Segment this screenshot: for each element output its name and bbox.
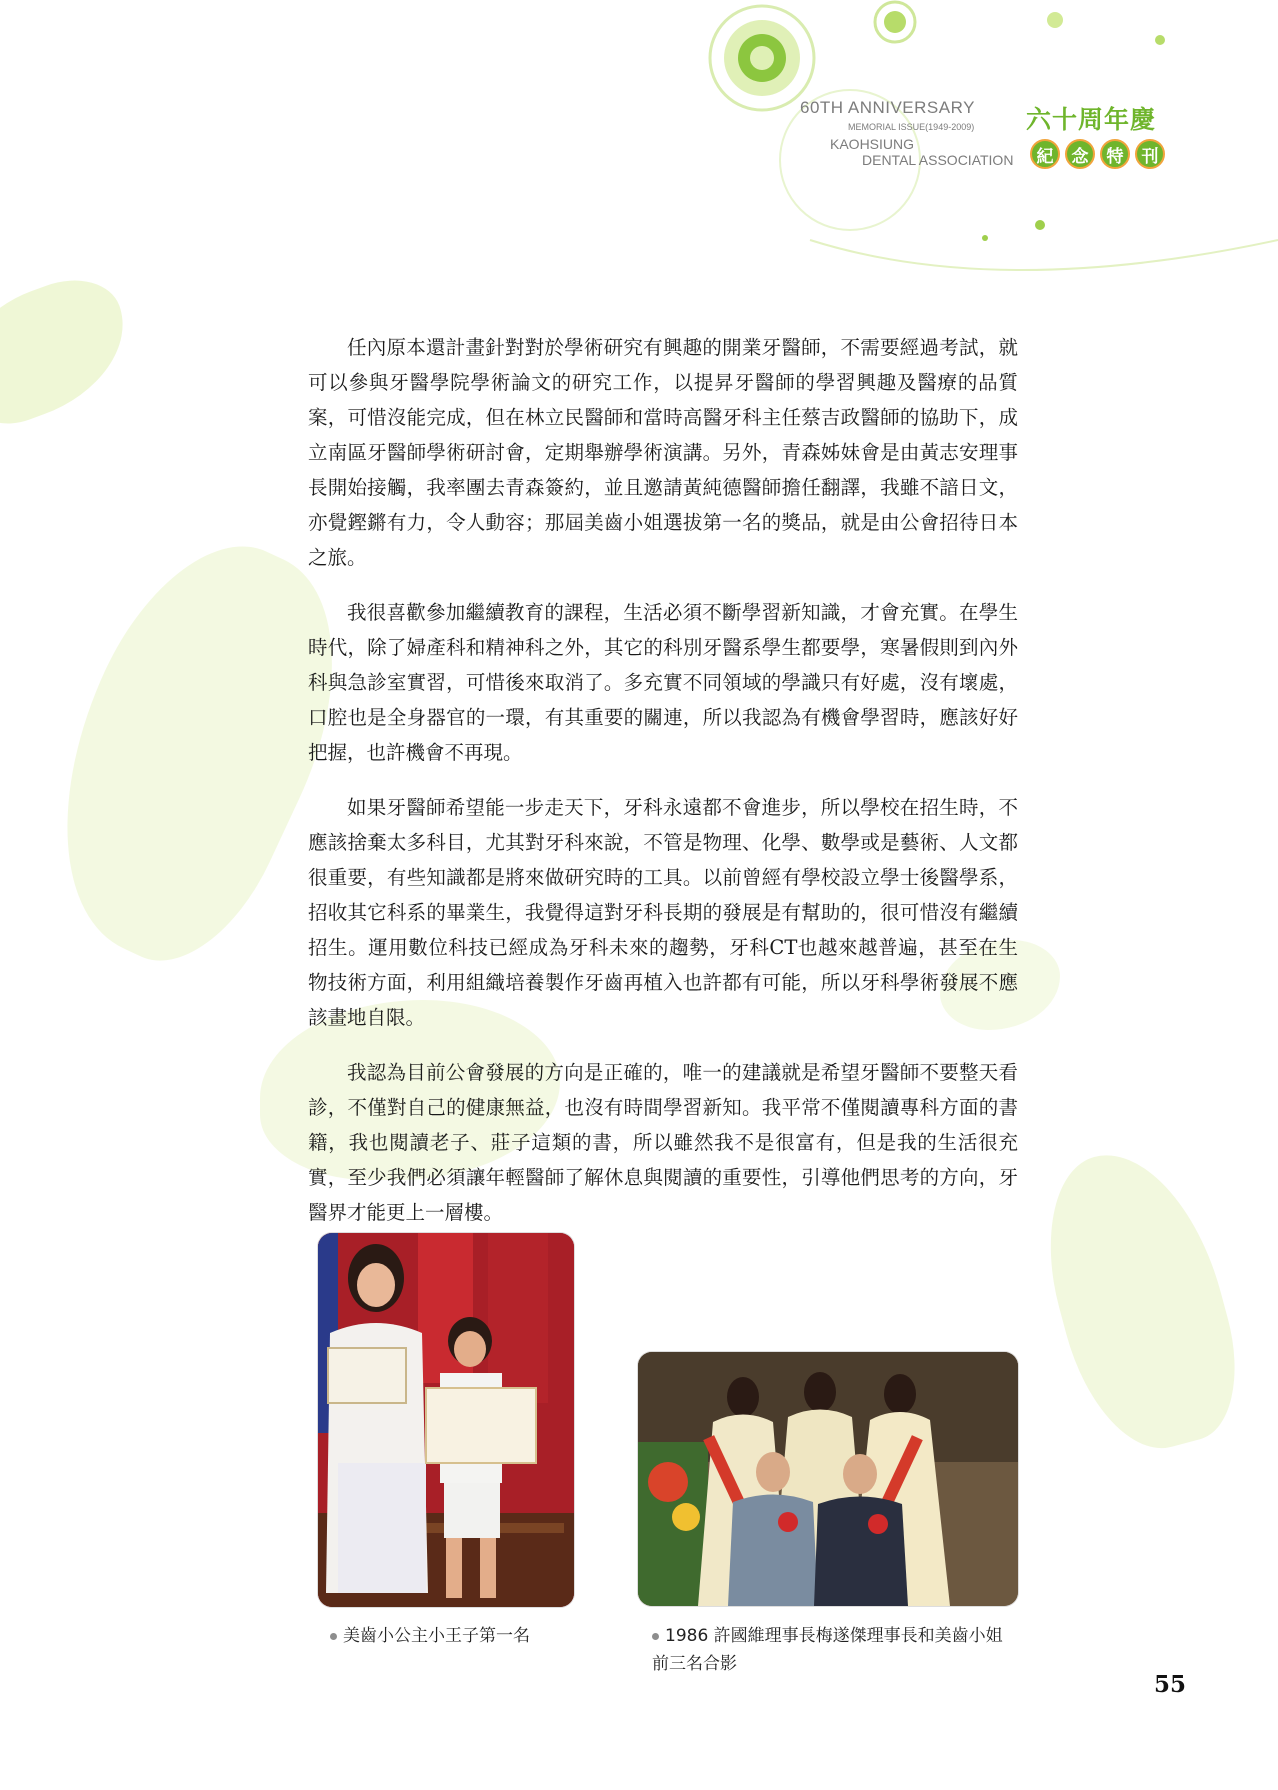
article-paragraph: 我很喜歡參加繼續教育的課程，生活必須不斷學習新知識，才會充實。在學生時代，除了婦產科和精神科之外，其它的科別牙醫系學生都要學，寒暑假則到內外科與急診室實習，可惜後來取消了。多充實不同領域的學識只有好處，沒有壞處，口腔也是全身器官的一環，有其重要的關連，所以我認為有機會學習時，應該好好把握，也許機會不再現。 xyxy=(308,601,1018,764)
caption-bullet-icon xyxy=(652,1633,659,1640)
header-badge: 紀 xyxy=(1030,139,1060,169)
header-badges xyxy=(1030,139,1165,169)
background-leaf xyxy=(0,265,145,436)
article-paragraph: 我認為目前公會發展的方向是正確的，唯一的建議就是希望牙醫師不要整天看診，不僅對自己的健康無益，也沒有時間學習新知。我平常不僅閱讀專科方面的書籍，我也閱讀老子、莊子這類的書，所以雖然我不是很富有，但是我的生活很充實，至少我們必須讓年輕醫師了解休息與閱讀的重要性，引導他們思考的方向，牙醫界才能更上一層樓。 xyxy=(308,1061,1018,1224)
photo2-caption-text: 1986 許國維理事長梅遂傑理事長和美齒小姐前三名合影 xyxy=(652,1626,1003,1674)
photo-group-pageant xyxy=(638,1352,1018,1606)
photo1-caption xyxy=(330,1622,590,1650)
header-english-subtitle: MEMORIAL ISSUE(1949-2009) xyxy=(848,122,975,132)
header-english-association: DENTAL ASSOCIATION xyxy=(862,152,1014,168)
header-english-title: 60TH ANNIVERSARY xyxy=(800,98,975,117)
header-badge: 特 xyxy=(1100,139,1130,169)
article-body xyxy=(308,330,1018,1250)
photo-children-award xyxy=(318,1233,574,1607)
header-chinese-title: 六十周年慶 xyxy=(1026,105,1157,134)
photo1-caption-text: 美齒小公主小王子第一名 xyxy=(343,1626,530,1646)
article-paragraph: 任內原本還計畫針對對於學術研究有興趣的開業牙醫師，不需要經過考試，就可以參與牙醫學院學術論文的研究工作，以提昇牙醫師的學習興趣及醫療的品質案，可惜沒能完成，但在林立民醫師和當時高醫牙科主任蔡吉政醫師的協助下，成立南區牙醫師學術研討會，定期舉辦學術演講。另外，青森姊妹會是由黃志安理事長開始接觸，我率團去青森簽約，並且邀請黃純德醫師擔任翻譯，我雖不諳日文，亦覺鏗鏘有力，令人動容；那屆美齒小姐選拔第一名的獎品，就是由公會招待日本之旅。 xyxy=(308,336,1018,569)
header-badge: 刊 xyxy=(1135,139,1165,169)
caption-bullet-icon xyxy=(330,1633,337,1640)
background-leaf xyxy=(1024,1134,1256,1465)
photo2-caption xyxy=(652,1622,1012,1678)
page-number: 55 xyxy=(1154,1671,1187,1698)
article-paragraph: 如果牙醫師希望能一步走天下，牙科永遠都不會進步，所以學校在招生時，不應該捨棄太多科目，尤其對牙科來說，不管是物理、化學、數學或是藝術、人文都很重要，有些知識都是將來做研究時的工具。以前曾經有學校設立學士後醫學系，招收其它科系的畢業生，我覺得這對牙科長期的發展是有幫助的，很可惜沒有繼續招生。運用數位科技已經成為牙科未來的趨勢，牙科CT也越來越普遍，甚至在生物技術方面，利用組織培養製作牙齒再植入也許都有可能，所以牙科學術發展不應該畫地自限。 xyxy=(308,796,1018,1029)
header-badge: 念 xyxy=(1065,139,1095,169)
header-english-city: KAOHSIUNG xyxy=(830,136,915,152)
header-circles-decoration xyxy=(700,0,1278,290)
